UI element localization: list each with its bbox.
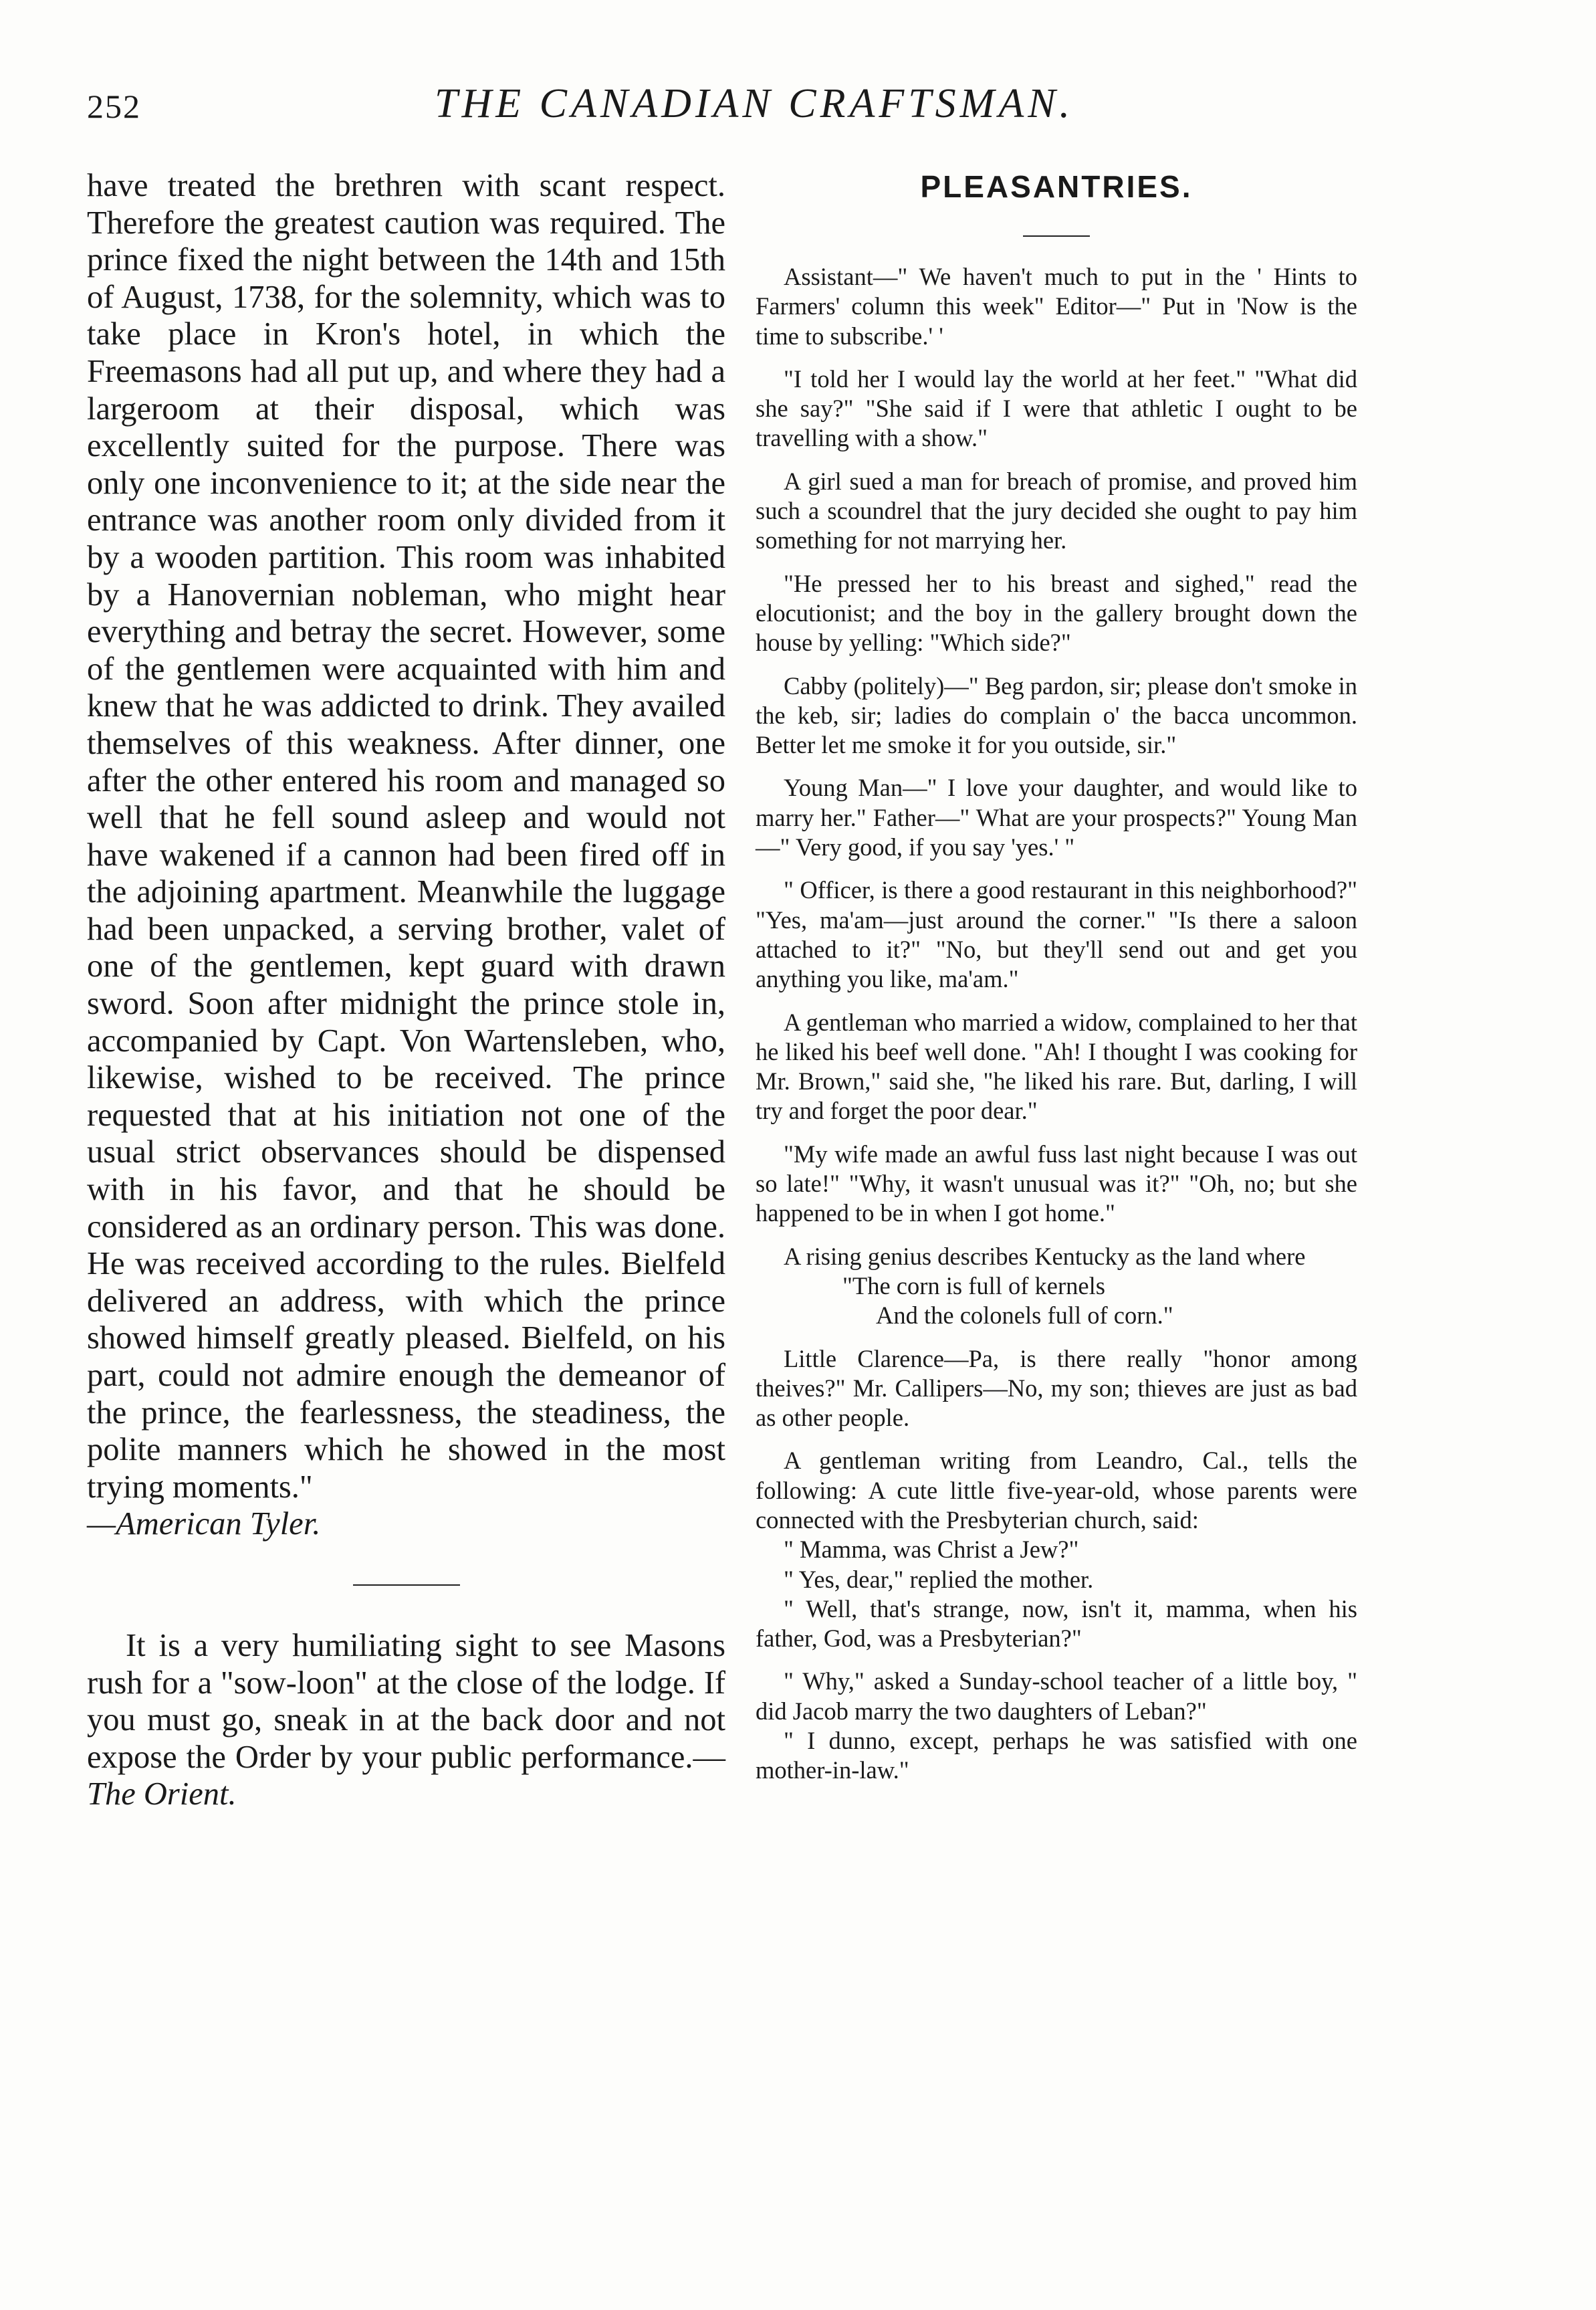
jacob-answer: " I dunno, except, perhaps he was satisfied with one mother-in-law." (756, 1727, 1357, 1784)
joke-item: Young Man—" I love your daughter, and would like to marry her." Father—" What are your prospects?" Young Man—" Very good, if you say 'yes.' " (756, 774, 1357, 861)
joke-item: Cabby (politely)—" Beg pardon, sir; please don't smoke in the keb, sir; ladies do complain o' the bacca uncommon. Better let me smoke it for you outside, sir." (756, 671, 1357, 759)
orient-text: It is a very humiliating sight to see Masons rush for a "sow-loon" at the close of the lodge. If you must go, sneak in at the back door and not expose the Order by your public performance.— (87, 1627, 725, 1775)
leandro-intro: A gentleman writing from Leandro, Cal., tells the following: A cute little five-year-old, whose parents were connected with the Presbyterian church, said: (756, 1447, 1357, 1534)
joke-item: Assistant—" We haven't much to put in the ' Hints to Farmers' column this week" Editor—" Put in 'Now is the time to subscribe.' ' (756, 263, 1357, 350)
joke-item: A girl sued a man for breach of promise, and proved him such a scoundrel that the jury decided she ought to pay him something for not marrying her. (756, 467, 1357, 554)
section-title: PLEASANTRIES. (920, 169, 1193, 204)
verse-line: And the colonels full of corn." (876, 1301, 1173, 1330)
right-column (756, 169, 1357, 1786)
verse-line: "The corn is full of kernels (842, 1271, 1105, 1299)
joke-item: "He pressed her to his breast and sighed," read the elocutionist; and the boy in the gallery brought down the house by yelling: "Which side?" (756, 569, 1357, 657)
dialogue-line: " Mamma, was Christ a Jew?" (784, 1536, 1079, 1564)
dialogue-line: " Yes, dear," replied the mother. (784, 1565, 1094, 1593)
orient-attribution: The Orient. (87, 1776, 237, 1812)
article-attribution: —American Tyler. (87, 1506, 321, 1542)
kentucky-intro: A rising genius describes Kentucky as the land where (784, 1242, 1306, 1270)
jacob-question: " Why," asked a Sunday-school teacher of a little boy, " did Jacob marry the two daughters of Leban?" (756, 1667, 1357, 1725)
article-paragraph: have treated the brethren with scant respect. Therefore the greatest caution was required. The prince fixed the night between the 14th and 15th of August, 1738, for the solemnity, which was to take place in Kron's hotel, in which the Freemasons had all put up, and where they had a largeroom at their disposal, which was excellently suited for the purpose. There was only one inconvenience to it; at the side near the entrance was another room only divided from it by a wooden partition. This room was inhabited by a Hanovernian nobleman, who might hear everything and betray the secret. However, some of the gentlemen were acquainted with him and knew that he was addicted to drink. They availed themselves of this weakness. After dinner, one after the other entered his room and managed so well that he fell sound asleep and would not have wakened if a cannon had been fired off in the adjoining apartment. Meanwhile the luggage had been unpacked, a serving brother, valet of one of the gentlemen, kept guard with drawn sword. Soon after midnight the prince stole in, accompanied by Capt. Von Wartensleben, who, likewise, wished to be received. The prince requested that at his initiation not one of the usual strict observances should be dispensed with in his favor, and that he should be considered as an ordinary person. This was done. He was received according to the rules. Bielfeld delivered an address, with which the prince showed himself greatly pleased. Bielfeld, on his part, could not admire enough the demeanor of the prince, the fearlessness, the steadiness, the polite manners which he showed in the most trying moments." (87, 168, 725, 1505)
orient-paragraph (87, 1627, 725, 1813)
left-column (87, 167, 725, 1813)
page-header (87, 80, 1377, 134)
joke-item: "My wife made an awful fuss last night because I was out so late!" "Why, it wasn't unusual was it?" "Oh, no; but she happened to be in when I got home." (756, 1140, 1357, 1227)
running-title: THE CANADIAN CRAFTSMAN. (435, 81, 1074, 126)
title-rule (1023, 235, 1090, 237)
joke-item: "I told her I would lay the world at her feet." "What did she say?" "She said if I were that athletic I ought to be travelling with a show." (756, 364, 1357, 452)
joke-item: " Officer, is there a good restaurant in this neighborhood?" "Yes, ma'am—just around the corner." "Is there a saloon attached to it?" "No, but they'll send out and get you anything you like, ma'am." (756, 876, 1357, 993)
divider-rule (353, 1584, 460, 1586)
page-number: 252 (87, 88, 141, 125)
dialogue-line: " Well, that's strange, now, isn't it, mamma, when his father, God, was a Presbyterian?" (756, 1594, 1357, 1653)
joke-item: Little Clarence—Pa, is there really "honor among theives?" Mr. Callipers—No, my son; thieves are just as bad as other people. (756, 1344, 1357, 1432)
joke-item: A gentleman who married a widow, complained to her that he liked his beef well done. "Ah! I thought I was cooking for Mr. Brown," said she, "he liked his rare. But, darling, I will try and forget the poor dear." (756, 1008, 1357, 1125)
